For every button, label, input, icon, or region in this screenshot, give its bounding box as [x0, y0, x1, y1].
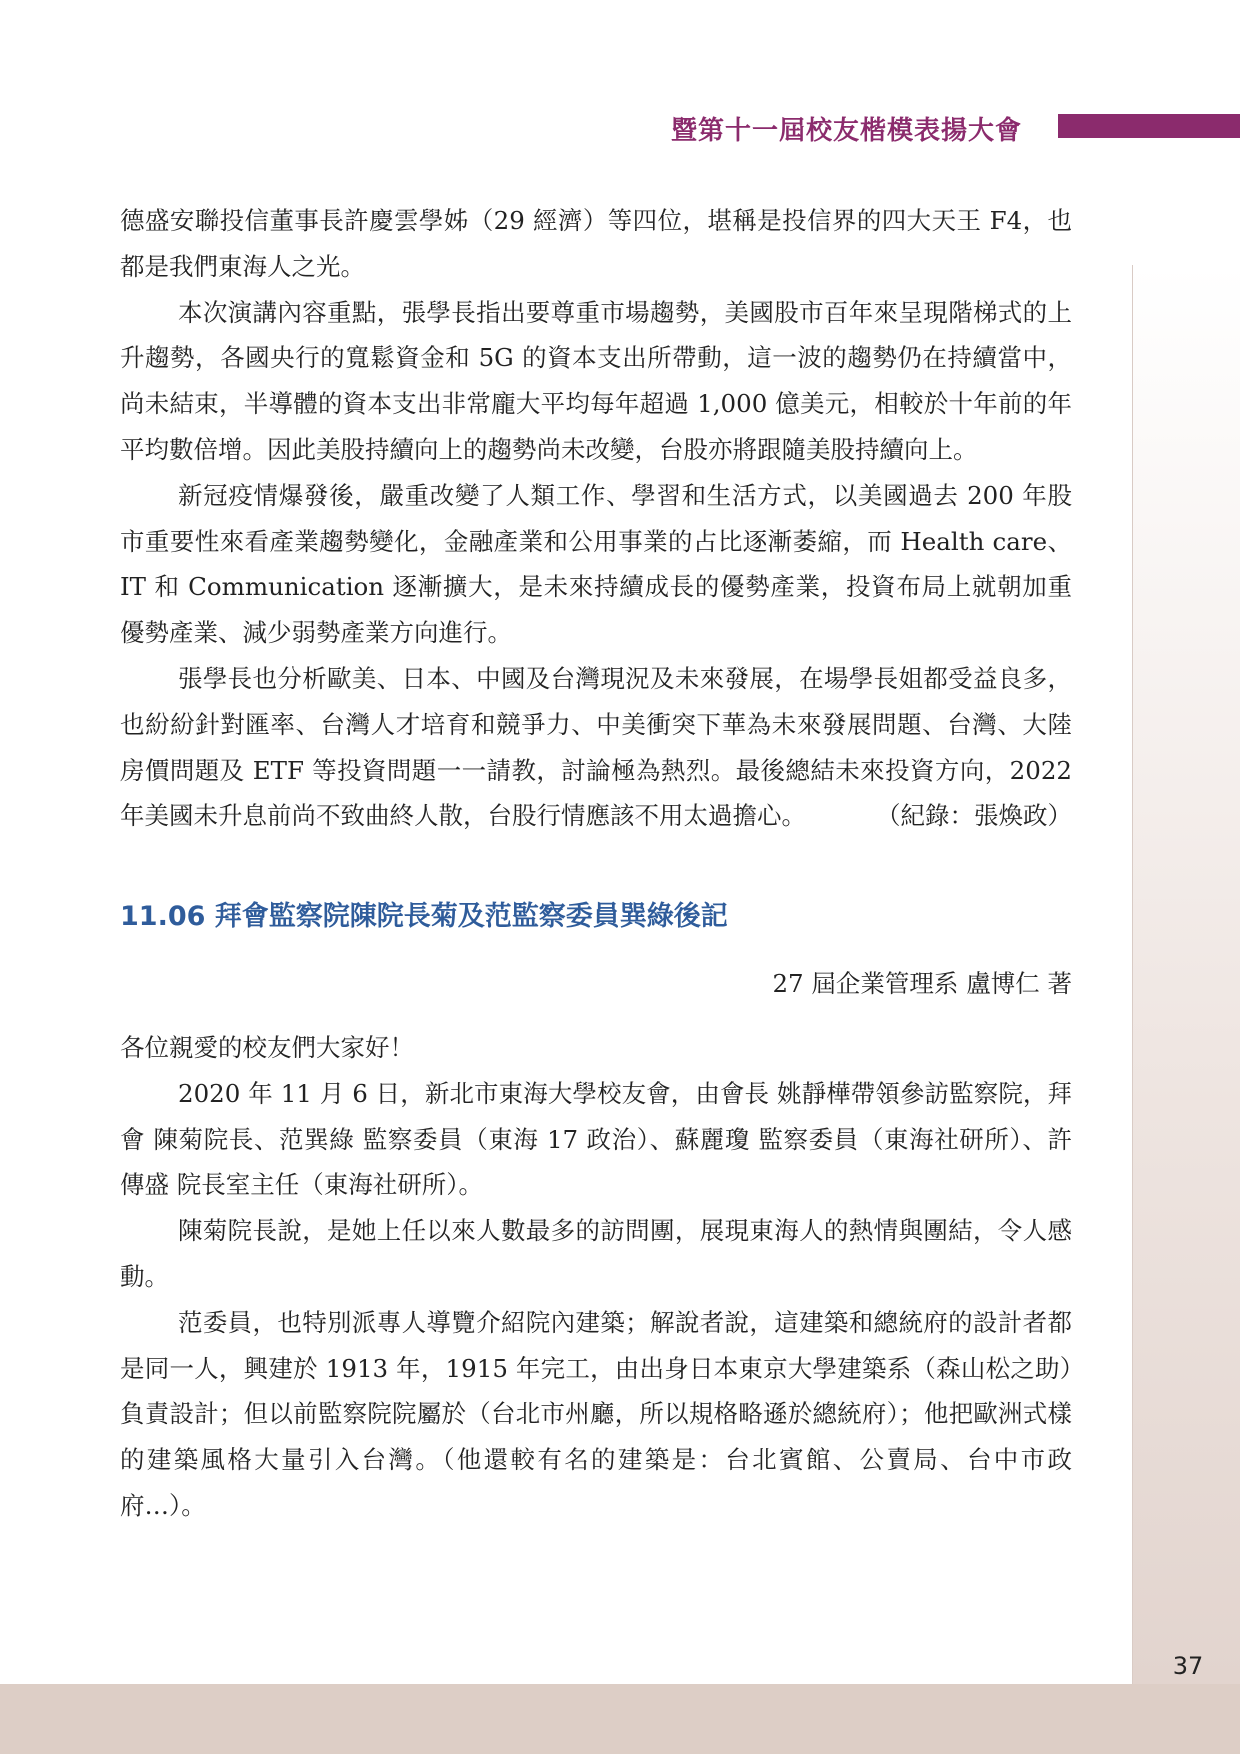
paragraph: 陳菊院長說，是她上任以來人數最多的訪問團，展現東海人的熱情與團結，令人感動。: [120, 1216, 1072, 1291]
page-number: 37: [1172, 1652, 1204, 1680]
header-accent-bar: [1058, 114, 1240, 138]
paragraph: 2020 年 11 月 6 日，新北市東海大學校友會，由會長 姚靜樺帶領參訪監察院，拜會 陳菊院長、范巽綠 監察委員（東海 17 政治）、蘇麗瓊 監察委員（東海社研所）、許傳盛 院長室主任（東海社研所）。: [120, 1078, 1072, 1200]
page-content: [120, 198, 1072, 1529]
paragraph: 德盛安聯投信董事長許慶雲學姊（29 經濟）等四位，堪稱是投信界的四大天王 F4，也都是我們東海人之光。: [120, 206, 1072, 281]
section-title: 11.06 拜會監察院陳院長菊及范監察委員巽綠後記: [120, 901, 728, 933]
paragraph: 本次演講內容重點，張學長指出要尊重市場趨勢，美國股市百年來呈現階梯式的上升趨勢，各國央行的寬鬆資金和 5G 的資本支出所帶動，這一波的趨勢仍在持續當中，尚未結束，半導體的資本支出非常龐大平均每年超過 1,000 億美元，相較於十年前的年平均數倍增。因此美股持續向上的趨勢尚未改變，台股亦將跟隨美股持續向上。: [120, 297, 1072, 464]
running-header: 暨第十一屆校友楷模表揚大會: [670, 116, 1022, 146]
bottom-decoration-band: [0, 1684, 1240, 1754]
author-byline: 27 屆企業管理系 盧博仁 著: [772, 969, 1072, 999]
greeting: 各位親愛的校友們大家好！: [120, 1032, 414, 1062]
paragraph: 新冠疫情爆發後，嚴重改變了人類工作、學習和生活方式，以美國過去 200 年股市重要性來看產業趨勢變化，金融產業和公用事業的占比逐漸萎縮，而 Health care、IT 和 Communication 逐漸擴大，是未來持續成長的優勢產業，投資布局上就朝加重優勢產業、減少弱勢產業方向進行。: [120, 480, 1072, 648]
paragraph: 張學長也分析歐美、日本、中國及台灣現況及未來發展，在場學長姐都受益良多，也紛紛針對匯率、台灣人才培育和競爭力、中美衝突下華為未來發展問題、台灣、大陸房價問題及 ETF 等投資問題一一請教，討論極為熱烈。最後總結未來投資方向，2022 年美國未升息前尚不致曲終人散，台股行情應該不用太過擔心。: [120, 663, 1072, 831]
paragraph-with-note: [120, 656, 1072, 839]
record-note: （紀錄：張煥政）: [876, 801, 1072, 831]
paragraph: 范委員，也特別派專人導覽介紹院內建築；解說者說，這建築和總統府的設計者都是同一人，興建於 1913 年，1915 年完工，由出身日本東京大學建築系（森山松之助）負責設計；但以前監察院院屬於（台北市州廳，所以規格略遜於總統府）；他把歐洲式樣的建築風格大量引入台灣。（他還較有名的建築是：台北賓館、公賣局、台中市政府…）。: [120, 1307, 1072, 1520]
side-decoration-panel: [1132, 265, 1240, 1685]
